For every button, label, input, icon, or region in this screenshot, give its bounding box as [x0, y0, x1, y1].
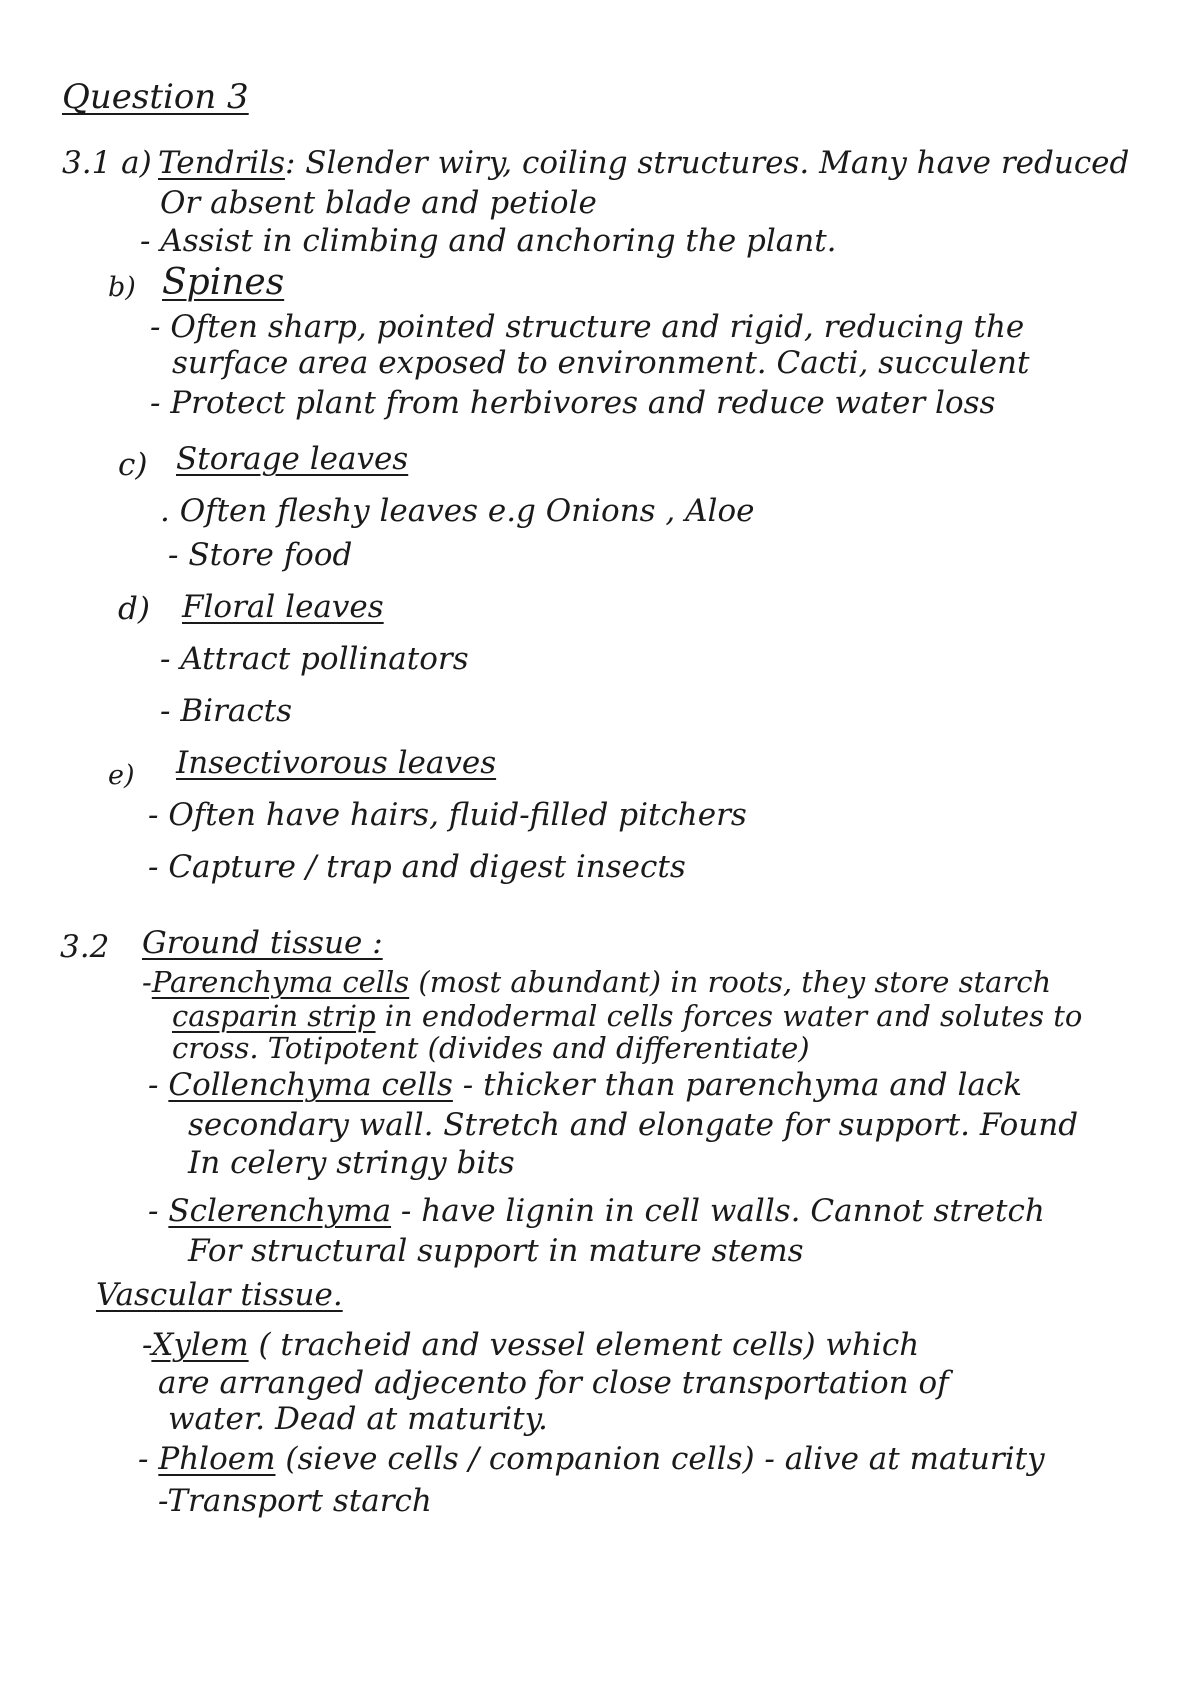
item-marker-3-1-a: 3.1 a) [62, 145, 152, 181]
spines-line-1: - Often sharp, pointed structure and rigid, reducing the [150, 309, 1025, 345]
parenchyma-line-1 [142, 966, 1051, 999]
phloem-line-2: -Transport starch [158, 1483, 432, 1519]
vascular-tissue-heading: Vascular tissue. [96, 1277, 343, 1313]
parenchyma-line-2 [172, 1000, 1082, 1033]
item-marker-c: c) [118, 447, 148, 483]
spines-line-2: surface area exposed to environment. Cacti, succulent [172, 345, 1030, 381]
sclerenchyma-dash: - [148, 1193, 169, 1229]
term-floral-leaves: Floral leaves [182, 589, 384, 625]
phloem-text-1: (sieve cells / companion cells) - alive at maturity [275, 1441, 1045, 1477]
insectivorous-line-2: - Capture / trap and digest insects [148, 849, 686, 885]
spines-line-3: - Protect plant from herbivores and reduce water loss [150, 385, 996, 421]
item-marker-3-2: 3.2 [60, 929, 110, 965]
collenchyma-line-2: secondary wall. Stretch and elongate for support. Found [188, 1107, 1079, 1143]
xylem-dash: - [142, 1327, 152, 1363]
term-tendrils: Tendrils [158, 145, 285, 181]
sclerenchyma-text-1: - have lignin in cell walls. Cannot stretch [391, 1193, 1045, 1229]
parenchyma-text-1: (most abundant) in roots, they store starch [409, 965, 1052, 999]
xylem-line-1 [142, 1328, 919, 1364]
term-spines: Spines [162, 262, 285, 303]
term-phloem: Phloem [158, 1441, 276, 1477]
xylem-line-3: water. Dead at maturity. [168, 1401, 548, 1437]
collenchyma-dash: - [148, 1067, 169, 1103]
casparin-strip: casparin strip [172, 999, 376, 1033]
parenchyma-line-3: cross. Totipotent (divides and differentiate) [172, 1031, 810, 1065]
parenchyma-dash: - [142, 965, 152, 999]
term-parenchyma: Parenchyma cells [151, 965, 410, 999]
tendrils-text-1: : Slender wiry, coiling structures. Many have reduced [284, 145, 1130, 181]
term-sclerenchyma: Sclerenchyma [168, 1193, 392, 1229]
storage-line-2: - Store food [168, 537, 353, 573]
ground-tissue-heading: Ground tissue : [142, 925, 383, 961]
floral-line-1: - Attract pollinators [160, 641, 469, 677]
floral-line-2: - Biracts [160, 693, 293, 729]
item-marker-e: e) [108, 760, 135, 791]
term-insectivorous-leaves: Insectivorous leaves [176, 745, 497, 781]
item-marker-b: b) [108, 272, 136, 303]
term-xylem: Xylem [151, 1327, 249, 1363]
xylem-text-1: ( tracheid and vessel element cells) which [248, 1327, 920, 1363]
collenchyma-text-1: - thicker than parenchyma and lack [452, 1067, 1023, 1103]
phloem-line-1 [138, 1442, 1045, 1478]
sclerenchyma-line-1 [148, 1194, 1045, 1230]
xylem-line-2: are arranged adjecento for close transportation of [158, 1365, 949, 1401]
collenchyma-line-3: In celery stringy bits [188, 1145, 515, 1181]
phloem-dash: - [138, 1441, 159, 1477]
term-collenchyma: Collenchyma cells [168, 1067, 453, 1103]
tendrils-line-1 [158, 146, 1129, 182]
tendrils-line-3: - Assist in climbing and anchoring the plant. [140, 223, 837, 259]
collenchyma-line-1 [148, 1068, 1022, 1104]
sclerenchyma-line-2: For structural support in mature stems [188, 1233, 804, 1269]
storage-line-1: . Often fleshy leaves e.g Onions , Aloe [160, 493, 755, 529]
term-storage-leaves: Storage leaves [176, 441, 409, 477]
item-marker-d: d) [118, 591, 150, 627]
tendrils-line-2: Or absent blade and petiole [160, 185, 597, 221]
parenchyma-text-2: in endodermal cells forces water and solutes to [375, 999, 1083, 1033]
page-title: Question 3 [62, 77, 249, 117]
insectivorous-line-1: - Often have hairs, fluid-filled pitchers [148, 797, 747, 833]
